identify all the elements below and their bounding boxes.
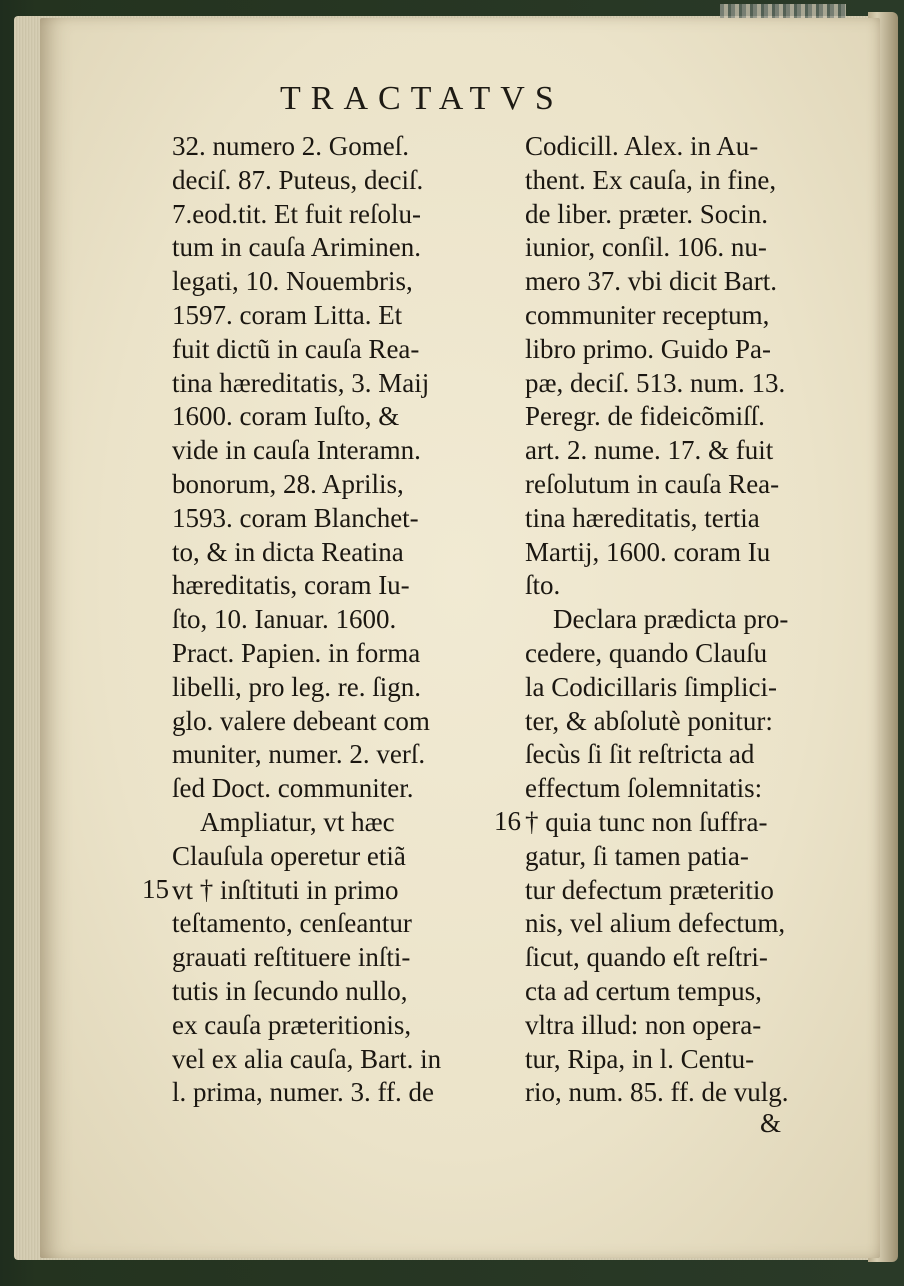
text-line: tutis in ſecundo nullo,	[172, 975, 408, 1006]
text-line: vltra illud: non opera-	[525, 1009, 762, 1040]
text-line: to, & in dicta Reatina	[172, 536, 404, 567]
text-line: tur defectum præteritio	[525, 874, 774, 905]
text-line: ſto.	[525, 570, 561, 601]
text-line: effectum ſolemnitatis:	[525, 773, 763, 804]
text-line: ſto, 10. Ianuar. 1600.	[172, 604, 397, 635]
text-line: cta ad certum tempus,	[525, 975, 762, 1006]
text-line: fuit dictũ in cauſa Rea-	[172, 333, 420, 364]
text-line: tum in cauſa Ariminen.	[172, 232, 421, 263]
text-line: ter, & abſolutè ponitur:	[525, 705, 773, 736]
text-line: vt † inſtituti in primo	[172, 874, 399, 905]
left-column	[172, 130, 477, 1110]
text-line: la Codicillaris ſimplici-	[525, 671, 777, 702]
text-line: Martij, 1600. coram Iu	[525, 536, 771, 567]
text-line: legati, 10. Nouembris,	[172, 266, 413, 297]
text-line: libro primo. Guido Pa-	[525, 333, 771, 364]
text-line: tur, Ripa, in l. Centu-	[525, 1043, 755, 1074]
text-line: communiter receptum,	[525, 299, 770, 330]
text-line: mero 37. vbi dicit Bart.	[525, 266, 777, 297]
text-line: 1597. coram Litta. Et	[172, 299, 403, 330]
margin-number-15: 15	[142, 874, 169, 904]
text-line: ſed Doct. communiter.	[172, 773, 414, 804]
text-line: deciſ. 87. Puteus, deciſ.	[172, 164, 424, 195]
text-line: pæ, deciſ. 513. num. 13.	[525, 367, 786, 398]
text-line: 7.eod.tit. Et fuit reſolu-	[172, 198, 421, 229]
text-line: thent. Ex cauſa, in fine,	[525, 164, 777, 195]
text-line: de liber. præter. Socin.	[525, 198, 768, 229]
text-line: cedere, quando Clauſu	[525, 637, 768, 668]
text-line: tina hæreditatis, tertia	[525, 502, 760, 533]
text-line: Peregr. de fideicõmiſſ.	[525, 401, 765, 432]
text-line: Codicill. Alex. in Au-	[525, 131, 759, 161]
paragraph-start-line: Ampliatur, vt hæc	[200, 806, 395, 837]
text-line: muniter, numer. 2. verſ.	[172, 739, 426, 770]
text-line: 32. numero 2. Gomeſ.	[172, 131, 409, 161]
text-line: ex cauſa præteritionis,	[172, 1009, 412, 1040]
text-line: hæreditatis, coram Iu-	[172, 570, 410, 601]
text-line: teſtamento, cenſeantur	[172, 908, 412, 939]
text-line: bonorum, 28. Aprilis,	[172, 468, 404, 499]
text-line: Pract. Papien. in forma	[172, 637, 421, 668]
text-line: vide in cauſa Interamn.	[172, 435, 421, 466]
text-line: nis, vel alium defectum,	[525, 908, 786, 939]
text-line: tina hæreditatis, 3. Maij	[172, 367, 430, 398]
text-line: rio, num. 85. ff. de vulg.	[525, 1077, 789, 1108]
text-line: ſecùs ſi ſit reſtricta ad	[525, 739, 755, 770]
text-line: 1593. coram Blanchet-	[172, 502, 419, 533]
catchword: &	[760, 1108, 782, 1138]
text-line: Clauſula operetur etiã	[172, 840, 406, 871]
running-head: TRACTATVS	[280, 80, 564, 117]
text-line: gatur, ſi tamen patia-	[525, 840, 749, 871]
right-column	[525, 130, 830, 1110]
text-line: grauati reſtituere inſti-	[172, 942, 411, 973]
text-line: reſolutum in cauſa Rea-	[525, 468, 780, 499]
text-line: † quia tunc non ſuffra-	[525, 806, 768, 837]
text-line: art. 2. nume. 17. & fuit	[525, 435, 774, 466]
text-line: ſicut, quando eſt reſtri-	[525, 942, 768, 973]
text-line: 1600. coram Iuſto, &	[172, 401, 400, 432]
text-line: vel ex alia cauſa, Bart. in	[172, 1043, 442, 1074]
text-line: l. prima, numer. 3. ff. de	[172, 1077, 434, 1108]
text-line: glo. valere debeant com	[172, 705, 430, 736]
margin-number-16: 16	[494, 806, 521, 836]
paragraph-start-line: Declara prædicta pro-	[553, 604, 789, 635]
text-line: libelli, pro leg. re. ſign.	[172, 671, 421, 702]
text-line: iunior, conſil. 106. nu-	[525, 232, 767, 263]
